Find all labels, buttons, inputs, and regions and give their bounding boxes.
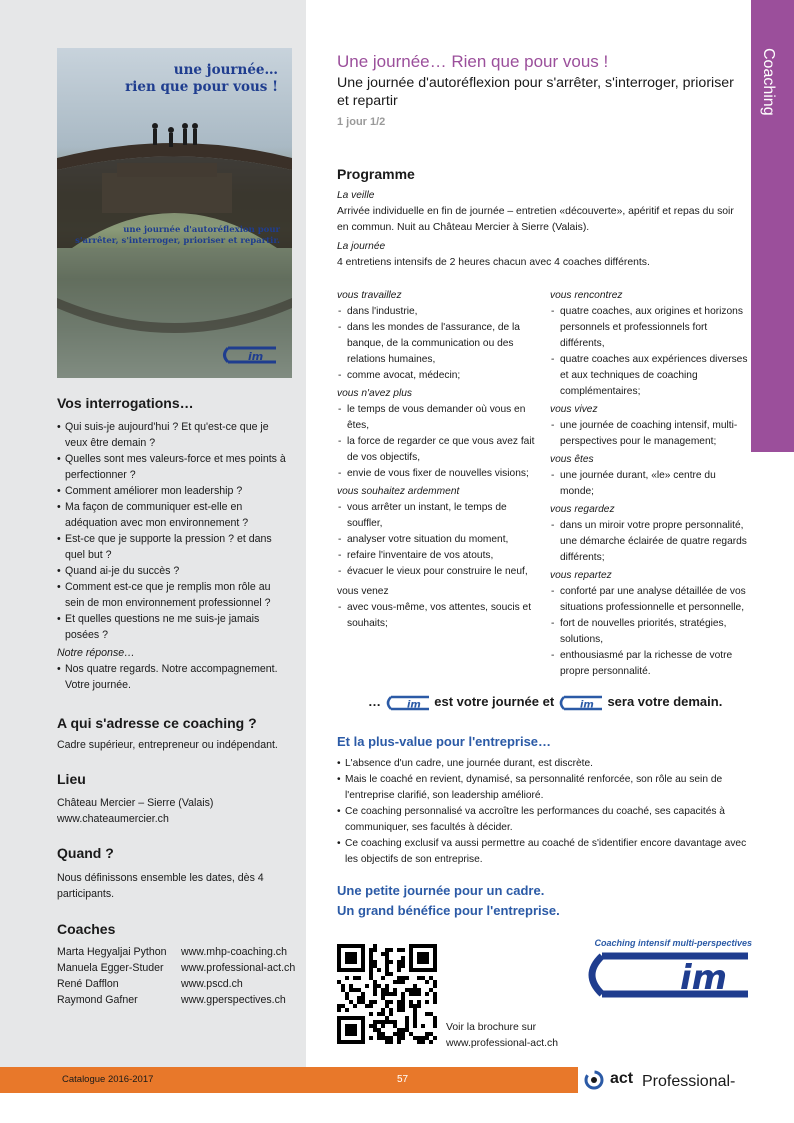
group-list <box>550 584 750 680</box>
list-item: • Ce coaching personnalisé va accroître les performances du coaché, ses capacités à communiquer, ses facultés à décider. <box>337 804 747 836</box>
list-item: • Qui suis-je aujourd'hui ? Et qu'est-ce que je veux être demain ? <box>57 419 292 451</box>
list-item: - une journée de coaching intensif, multi-perspectives pour le management; <box>550 418 750 450</box>
page-number: 57 <box>397 1074 409 1085</box>
list-item: - envie de vous fixer de nouvelles visions; <box>337 466 537 482</box>
slogan <box>337 881 747 921</box>
group-label: vous rencontrez <box>550 290 623 301</box>
plusvalue-heading: Et la plus-value pour l'entreprise… <box>337 734 552 749</box>
list-item: - la force de regarder ce que vous avez fait de vos objectifs, <box>337 434 537 466</box>
answer-list <box>57 661 292 693</box>
list-item: - quatre coaches, aux origines et horizons personnels et professionnels fort différents, <box>550 304 750 352</box>
coach-row <box>57 960 302 976</box>
lieu-heading: Lieu <box>57 771 86 787</box>
coach-name: René Dafflon <box>57 978 119 990</box>
list-item: • L'absence d'un cadre, une journée durant, est discrète. <box>337 756 747 772</box>
catalogue-label: Catalogue 2016-2017 <box>62 1074 154 1085</box>
duration: 1 jour 1/2 <box>337 116 386 128</box>
bridge-photo <box>57 48 292 378</box>
tagline-mid: est votre journée et <box>434 694 555 709</box>
list-item: - avec vous-même, vos attentes, soucis et souhaits; <box>337 600 537 632</box>
logo-caption: Coaching intensif multi-perspectives <box>594 938 752 948</box>
slogan-line: Un grand bénéfice pour l'entreprise. <box>337 903 560 918</box>
veille-text: Arrivée individuelle en fin de journée – entretien «découverte», apéritif et repas du soir en commun. Nuit au Château Mercier à Sierre (Valais). <box>337 206 734 233</box>
cim-logo-icon <box>558 695 604 711</box>
list-item: • Ce coaching exclusif va aussi permettre au coaché de s'identifier encore davantage avec les objectifs de son entreprise. <box>337 836 747 868</box>
qr-code-graphic <box>337 944 437 1044</box>
interrogations-list <box>57 419 292 643</box>
brand-bold: act <box>610 1070 634 1087</box>
list-item: - vous arrêter un instant, le temps de souffler, <box>337 500 537 532</box>
list-item: • Comment améliorer mon leadership ? <box>57 483 292 499</box>
coach-row <box>57 976 302 992</box>
group-label: vous souhaitez ardemment <box>337 486 460 497</box>
list-item: - une journée durant, «le» centre du monde; <box>550 468 750 500</box>
professional-act-logo <box>578 1067 794 1093</box>
coach-row <box>57 944 302 960</box>
coaches-heading: Coaches <box>57 921 116 937</box>
group-list <box>337 402 537 482</box>
lieu-url[interactable]: www.chateaumercier.ch <box>57 813 169 825</box>
footer <box>0 1067 794 1093</box>
svg-text:im: im <box>680 958 728 998</box>
list-item: - dans l'industrie, <box>337 304 537 320</box>
slogan-line: Une petite journée pour un cadre. <box>337 883 545 898</box>
journee-label: La journée <box>337 241 386 252</box>
programme-heading: Programme <box>337 166 415 182</box>
plusvalue-list <box>337 756 747 868</box>
group-label: vous vivez <box>550 404 598 415</box>
cover-subtitle: une journée d'autoréflexion pour s'arrêter, s'interroger, prioriser et repartir. <box>75 225 280 246</box>
coach-url[interactable]: www.mhp-coaching.ch <box>181 946 287 958</box>
brochure-label: Voir la brochure sur <box>446 1022 537 1033</box>
tagline-prefix: … <box>368 694 381 709</box>
brochure-url[interactable]: www.professional-act.ch <box>446 1038 559 1049</box>
list-item: • Est-ce que je supporte la pression ? et dans quel but ? <box>57 531 292 563</box>
group-label: vous n'avez plus <box>337 388 412 399</box>
list-item: • Mais le coaché en revient, dynamisé, sa personnalité renforcée, son rôle au sein de l'entreprise clarifié, son leadership amélioré. <box>337 772 747 804</box>
lieu-place: Château Mercier – Sierre (Valais) <box>57 797 214 809</box>
audience-text: Cadre supérieur, entrepreneur ou indépendant. <box>57 739 278 751</box>
group-list <box>337 304 537 384</box>
cim-logo <box>580 938 752 1006</box>
list-item: - analyser votre situation du moment, <box>337 532 537 548</box>
coach-url[interactable]: www.professional-act.ch <box>181 962 296 974</box>
journee-text: 4 entretiens intensifs de 2 heures chacun avec 4 coaches différents. <box>337 257 650 268</box>
list-item: - évacuer le vieux pour construire le neuf, <box>337 564 537 580</box>
coach-url[interactable]: www.gperspectives.ch <box>181 994 286 1006</box>
cim-logo-mark <box>580 950 752 1002</box>
brochure-cover-image <box>57 48 292 378</box>
quand-text: Nous définissons ensemble les dates, dès 4 participants. <box>57 872 264 900</box>
page-subtitle: Une journée d'autoréflexion pour s'arrêter, s'interroger, prioriser et repartir <box>337 75 734 109</box>
programme-col2 <box>550 288 750 680</box>
audience-heading: A qui s'adresse ce coaching ? <box>57 715 257 731</box>
group-list <box>550 304 750 400</box>
qr-code[interactable] <box>337 944 437 1044</box>
group-list <box>550 468 750 500</box>
coach-row <box>57 992 302 1008</box>
list-item: - quatre coaches aux expériences diverses et aux techniques de coaching complémentaires; <box>550 352 750 400</box>
veille-label: La veille <box>337 190 375 201</box>
brand-text: Professional- <box>642 1073 736 1090</box>
group-label: vous regardez <box>550 504 615 515</box>
page-title: Une journée… Rien que pour vous ! <box>337 52 609 71</box>
interrogations-heading: Vos interrogations… <box>57 395 194 411</box>
tagline <box>368 694 748 711</box>
list-item: - comme avocat, médecin; <box>337 368 537 384</box>
list-item: • Nos quatre regards. Notre accompagnement. Votre journée. <box>57 661 292 693</box>
group-list <box>337 600 537 632</box>
coach-name: Raymond Gafner <box>57 994 138 1006</box>
programme-col1 <box>337 288 537 632</box>
list-item: - enthousiasmé par la richesse de votre propre personnalité. <box>550 648 750 680</box>
quand-heading: Quand ? <box>57 845 114 861</box>
list-item: • Et quelles questions ne me suis-je jamais posées ? <box>57 611 292 643</box>
svg-text:im: im <box>248 350 264 363</box>
list-item: - fort de nouvelles priorités, stratégies, solutions, <box>550 616 750 648</box>
list-item: - dans un miroir votre propre personnalité, une démarche éclairée de quatre regards différents; <box>550 518 750 566</box>
coach-name: Marta Hegyaljai Python <box>57 946 167 958</box>
group-list <box>550 418 750 450</box>
list-item: • Quand ai-je du succès ? <box>57 563 292 579</box>
list-item: • Ma façon de communiquer est-elle en adéquation avec mon environnement ? <box>57 499 292 531</box>
svg-text:im: im <box>406 699 421 711</box>
cim-logo-small <box>222 345 278 370</box>
svg-text:im: im <box>579 699 594 711</box>
coach-name: Manuela Egger-Studer <box>57 962 164 974</box>
group-label: vous venez <box>337 586 389 597</box>
list-item: • Comment est-ce que je remplis mon rôle au sein de mon environnement professionnel ? <box>57 579 292 611</box>
section-tab-label: Coaching <box>760 48 777 116</box>
group-list <box>337 500 537 580</box>
group-label: vous êtes <box>550 454 594 465</box>
list-item: - conforté par une analyse détaillée de vos situations professionnelle et personnelle, <box>550 584 750 616</box>
group-label: vous repartez <box>550 570 612 581</box>
list-item: • Quelles sont mes valeurs-force et mes points à perfectionner ? <box>57 451 292 483</box>
section-tab <box>751 0 794 452</box>
cim-logo-icon <box>385 695 431 711</box>
professional-act-icon <box>582 1068 608 1092</box>
coach-url[interactable]: www.pscd.ch <box>181 978 243 990</box>
coaches-list <box>57 944 302 1008</box>
tagline-suffix: sera votre demain. <box>607 694 723 709</box>
cover-title: une journée… rien que pour vous ! <box>125 62 278 95</box>
list-item: - dans les mondes de l'assurance, de la banque, de la communication ou des relations humaines, <box>337 320 537 368</box>
list-item: - refaire l'inventaire de vos atouts, <box>337 548 537 564</box>
group-list <box>550 518 750 566</box>
answer-label: Notre réponse… <box>57 647 135 659</box>
group-label: vous travaillez <box>337 290 402 301</box>
list-item: - le temps de vous demander où vous en êtes, <box>337 402 537 434</box>
